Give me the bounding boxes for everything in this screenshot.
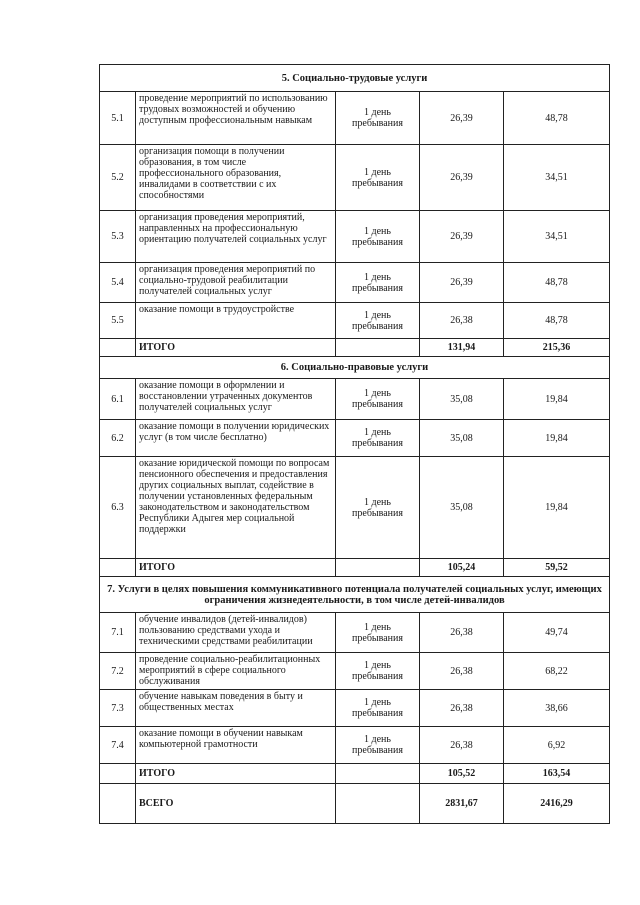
value-1: 35,08: [420, 420, 504, 457]
row-number: 5.2: [100, 145, 136, 211]
row-number: 5.3: [100, 211, 136, 263]
value-2: 34,51: [504, 211, 610, 263]
value-1: 26,39: [420, 211, 504, 263]
unit-cell: 1 день пребывания: [336, 263, 420, 303]
service-name: проведение мероприятий по использованию трудовых возможностей и обучению доступным профессиональным навыкам: [136, 92, 336, 145]
value-2: 48,78: [504, 263, 610, 303]
row-number: 6.2: [100, 420, 136, 457]
total-value-1: 105,24: [420, 559, 504, 577]
total-value-2: 215,36: [504, 339, 610, 357]
value-1: 26,38: [420, 690, 504, 727]
row-number: 7.4: [100, 727, 136, 764]
service-name: организация проведения мероприятий по социально-трудовой реабилитации получателей социальных услуг: [136, 263, 336, 303]
total-label: ИТОГО: [136, 559, 336, 577]
value-2: 48,78: [504, 303, 610, 339]
total-value-1: 105,52: [420, 764, 504, 784]
service-name: проведение социально-реабилитационных мероприятий в сфере социального обслуживания: [136, 653, 336, 690]
unit-cell: 1 день пребывания: [336, 211, 420, 263]
total-value-1: 131,94: [420, 339, 504, 357]
section-header-row: [100, 65, 610, 92]
unit-cell: 1 день пребывания: [336, 457, 420, 559]
value-1: 26,39: [420, 263, 504, 303]
row-number: 7.3: [100, 690, 136, 727]
service-name: обучение инвалидов (детей-инвалидов) пользованию средствами ухода и техническими средствами реабилитации: [136, 613, 336, 653]
section-header-row: [100, 357, 610, 379]
service-name: оказание юридической помощи по вопросам пенсионного обеспечения и предоставления других социальных выплат, содействие в получении установленных федеральным законодательством и законодательством Республики Адыгея мер социальной поддержки: [136, 457, 336, 559]
grand-total-label: ВСЕГО: [136, 784, 336, 824]
row-number: 5.4: [100, 263, 136, 303]
row-number: 7.2: [100, 653, 136, 690]
section-title: 6. Социально-правовые услуги: [100, 357, 610, 379]
total-label: ИТОГО: [136, 764, 336, 784]
empty-cell: [336, 559, 420, 577]
value-1: 26,38: [420, 727, 504, 764]
value-2: 19,84: [504, 457, 610, 559]
total-value-2: 59,52: [504, 559, 610, 577]
unit-cell: 1 день пребывания: [336, 613, 420, 653]
unit-cell: 1 день пребывания: [336, 727, 420, 764]
value-1: 26,39: [420, 92, 504, 145]
value-2: 19,84: [504, 379, 610, 420]
table-row: [100, 303, 610, 339]
row-number: 6.3: [100, 457, 136, 559]
value-2: 38,66: [504, 690, 610, 727]
total-label: ИТОГО: [136, 339, 336, 357]
table-row: [100, 145, 610, 211]
value-2: 19,84: [504, 420, 610, 457]
table-row: [100, 690, 610, 727]
unit-cell: 1 день пребывания: [336, 653, 420, 690]
table-row: [100, 457, 610, 559]
empty-cell: [100, 764, 136, 784]
unit-cell: 1 день пребывания: [336, 420, 420, 457]
table-row: [100, 92, 610, 145]
value-2: 68,22: [504, 653, 610, 690]
table-row: [100, 211, 610, 263]
grand-total-row: [100, 784, 610, 824]
total-value-2: 163,54: [504, 764, 610, 784]
table-row: [100, 613, 610, 653]
empty-cell: [336, 339, 420, 357]
unit-cell: 1 день пребывания: [336, 379, 420, 420]
empty-cell: [100, 559, 136, 577]
grand-total-value-2: 2416,29: [504, 784, 610, 824]
value-1: 35,08: [420, 379, 504, 420]
empty-cell: [336, 784, 420, 824]
row-number: 5.1: [100, 92, 136, 145]
service-name: обучение навыкам поведения в быту и общественных местах: [136, 690, 336, 727]
unit-cell: 1 день пребывания: [336, 690, 420, 727]
value-1: 26,38: [420, 303, 504, 339]
section-title: 7. Услуги в целях повышения коммуникативного потенциала получателей социальных услуг, имеющих ограничения жизнедеятельности, в том числе детей-инвалидов: [100, 577, 610, 613]
table-row: [100, 727, 610, 764]
value-2: 49,74: [504, 613, 610, 653]
service-name: организация помощи в получении образования, в том числе профессионального образования, инвалидами в соответствии с их способностями: [136, 145, 336, 211]
total-row: [100, 339, 610, 357]
service-name: оказание помощи в обучении навыкам компьютерной грамотности: [136, 727, 336, 764]
total-row: [100, 559, 610, 577]
row-number: 7.1: [100, 613, 136, 653]
value-2: 6,92: [504, 727, 610, 764]
value-1: 35,08: [420, 457, 504, 559]
empty-cell: [336, 764, 420, 784]
grand-total-value-1: 2831,67: [420, 784, 504, 824]
table-row: [100, 653, 610, 690]
row-number: 5.5: [100, 303, 136, 339]
value-2: 48,78: [504, 92, 610, 145]
value-1: 26,38: [420, 613, 504, 653]
total-row: [100, 764, 610, 784]
service-name: оказание помощи в трудоустройстве: [136, 303, 336, 339]
value-2: 34,51: [504, 145, 610, 211]
table-row: [100, 263, 610, 303]
unit-cell: 1 день пребывания: [336, 303, 420, 339]
unit-cell: 1 день пребывания: [336, 145, 420, 211]
service-name: организация проведения мероприятий, направленных на профессиональную ориентацию получателей социальных услуг: [136, 211, 336, 263]
row-number: 6.1: [100, 379, 136, 420]
table-row: [100, 379, 610, 420]
services-table-page: [99, 64, 609, 824]
services-tariff-table: [99, 64, 610, 824]
empty-cell: [100, 784, 136, 824]
service-name: оказание помощи в оформлении и восстановлении утраченных документов получателей социальных услуг: [136, 379, 336, 420]
table-row: [100, 420, 610, 457]
unit-cell: 1 день пребывания: [336, 92, 420, 145]
value-1: 26,39: [420, 145, 504, 211]
section-title: 5. Социально-трудовые услуги: [100, 65, 610, 92]
value-1: 26,38: [420, 653, 504, 690]
empty-cell: [100, 339, 136, 357]
service-name: оказание помощи в получении юридических услуг (в том числе бесплатно): [136, 420, 336, 457]
section-header-row: [100, 577, 610, 613]
